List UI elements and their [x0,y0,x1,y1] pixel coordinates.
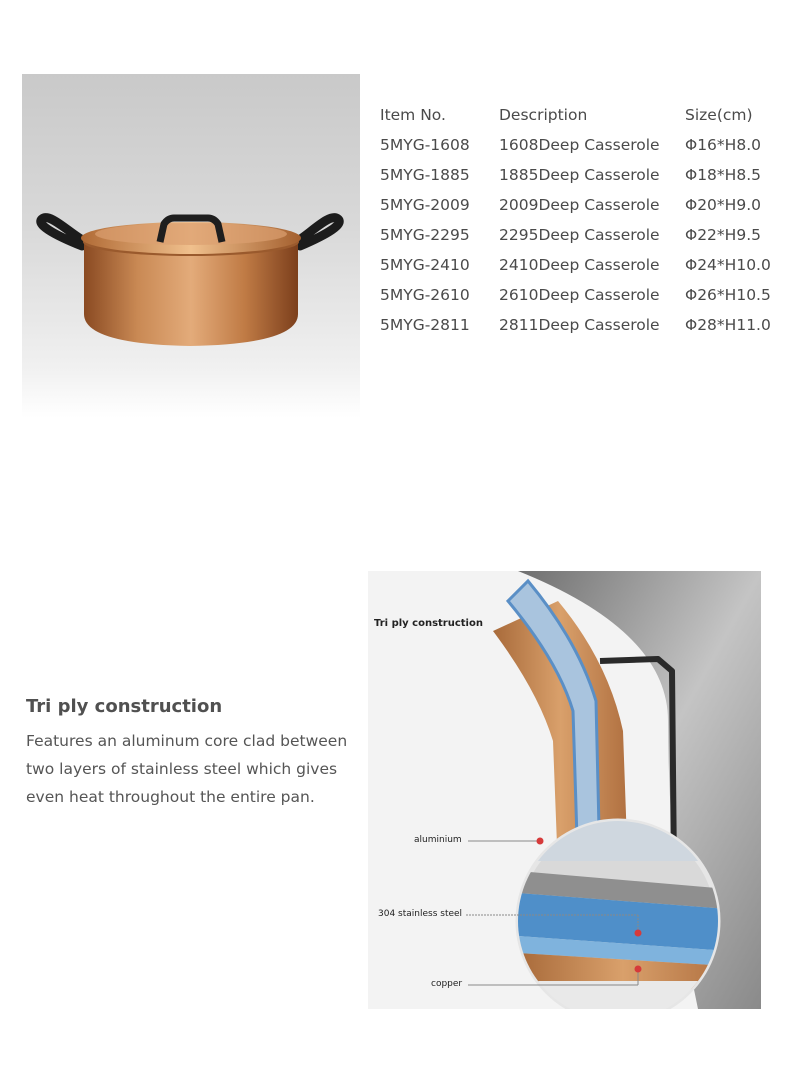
feature-title: Tri ply construction [26,696,223,717]
cell-size: Φ18*H8.5 [685,166,761,184]
cell-item-no: 5MYG-1885 [380,166,470,184]
column-header-description: Description [499,106,588,124]
table-row [380,310,780,340]
cell-item-no: 5MYG-2295 [380,226,470,244]
cell-size: Φ28*H11.0 [685,316,771,334]
product-photo [22,74,360,418]
label-stainless-steel: 304 stainless steel [378,909,463,919]
label-aluminium: aluminium [414,835,462,845]
cell-item-no: 5MYG-2009 [380,196,470,214]
cell-size: Φ24*H10.0 [685,256,771,274]
layer-cross-section-icon [368,571,761,1009]
cell-description: 1608Deep Casserole [499,136,660,154]
cell-description: 2610Deep Casserole [499,286,660,304]
table-row [380,220,780,250]
cell-item-no: 5MYG-2811 [380,316,470,334]
copper-casserole-pot-icon [22,74,360,418]
feature-description: Features an aluminum core clad between two layers of stainless steel which gives even heat throughout the entire pan. [26,732,348,806]
cell-item-no: 5MYG-2410 [380,256,470,274]
column-header-item-no: Item No. [380,106,446,124]
label-copper: copper [431,979,463,989]
aluminium-marker [537,838,544,845]
cell-size: Φ20*H9.0 [685,196,761,214]
copper-marker [635,966,642,973]
tri-ply-diagram [368,571,761,1009]
cell-description: 2811Deep Casserole [499,316,660,334]
cell-size: Φ22*H9.5 [685,226,761,244]
column-header-size: Size(cm) [685,106,753,124]
table-row [380,190,780,220]
cell-description: 2295Deep Casserole [499,226,660,244]
cell-item-no: 5MYG-2610 [380,286,470,304]
cell-description: 2009Deep Casserole [499,196,660,214]
spec-table [380,100,780,340]
cell-description: 1885Deep Casserole [499,166,660,184]
table-header-row [380,100,780,130]
table-row [380,250,780,280]
cell-description: 2410Deep Casserole [499,256,660,274]
cell-item-no: 5MYG-1608 [380,136,470,154]
diagram-title: Tri ply construction [374,618,483,629]
table-row [380,130,780,160]
cell-size: Φ16*H8.0 [685,136,761,154]
cell-size: Φ26*H10.5 [685,286,771,304]
table-row [380,160,780,190]
stainless-marker [635,930,642,937]
table-row [380,280,780,310]
